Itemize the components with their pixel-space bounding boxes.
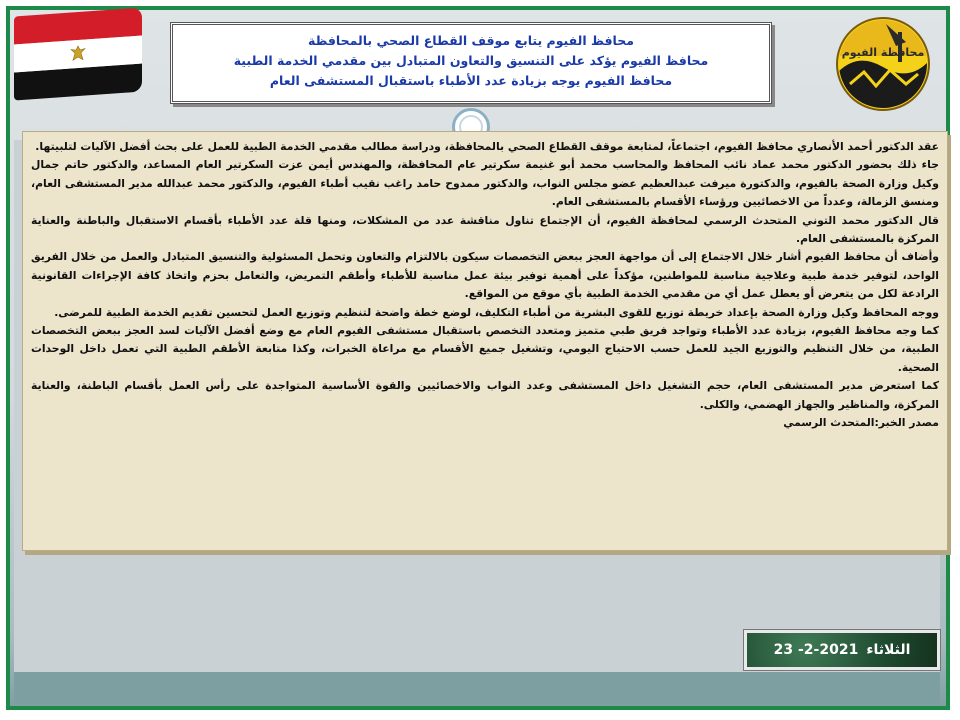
eagle-icon [68, 43, 88, 64]
article-paragraph: جاء ذلك بحضور الدكتور محمد عماد نائب المحافظ والمحاسب محمد أبو غنيمة سكرتير عام المحافظة، والمهندس أيمن عزت السكرتير العام المساعد، والدكتور حاتم جمال وكيل وزارة الصحة بالفيوم، والدكتورة ميرفت عبدالعظيم عضو مجلس النواب، والدكتور ممدوح حامد راغب نقيب أطباء الفيوم، والدكتور محمد عبدالله مدير المستشفى العام، ومنسق الزمالة، وعدداً من الاخصائيين ورؤساء الأقسام بالمستشفى العام. [31, 158, 939, 209]
headline-3: محافظ الفيوم يوجه بزيادة عدد الأطباء باستقبال المستشفى العام [269, 73, 673, 88]
article-paragraph: كما استعرض مدير المستشفى العام، حجم التشغيل داخل المستشفى وعدد النواب والاخصائيين والقوة الأساسية المتواجدة على رأس العمل بأقسام الباطنة، والعناية المركزة، والمناظير والجهاز الهضمي، والكلى. [31, 379, 939, 411]
egypt-flag [14, 8, 142, 101]
article-paragraph: قال الدكتور محمد التوني المتحدث الرسمي لمحافظة الفيوم، أن الإجتماع تناول مناقشة عدد من المشكلات، ومنها قلة عدد الأطباء بأقسام الاستقبال والباطنة والعناية المركزة بالمستشفى العام. [31, 213, 939, 246]
article-body [22, 131, 948, 551]
headline-2: محافظ الفيوم يؤكد على التنسيق والتعاون المتبادل بين مقدمي الخدمة الطبية [233, 53, 709, 68]
news-source: مصدر الخبر:المتحدث الرسمي [783, 416, 939, 430]
article-paragraph: كما وجه محافظ الفيوم، بزيادة عدد الأطباء وتواجد فريق طبي متميز ومتعدد التخصص باستقبال مستشفى الفيوم العام مع وضع أفضل الآليات لسد العجز ببعض التخصصات الطبية، من خلال التنظيم والتوزيع الجيد للعمل حسب الاحتياج اليومي، وتشغيل جميع الأقسام مع مراعاة الخبرات، وكذا متابعة الأطقم الطبية التي تعمل داخل الوحدات الصحية. [31, 324, 939, 374]
bottom-strip [14, 672, 940, 704]
headline-box [170, 22, 772, 104]
logo-text: محافظة الفيوم [841, 46, 925, 59]
article-paragraph: ووجه المحافظ وكيل وزارة الصحة بإعداد خريطة توزيع للقوى البشرية من أطباء التكليف، لوضع خطة واضحة لتنظيم وتوزيع العمل لتحسين تقديم الخدمة الطبية للمرضى. [54, 305, 939, 319]
article-paragraph: وأضاف أن محافظ الفيوم أشار خلال الاجتماع إلى أن مواجهة العجز ببعض التخصصات سيكون بالالتزام والتعاون وتحمل المسئولية والتنسيق المتبادل والعمل من خلال الفريق الواحد، لتوفير خدمة طبية وعلاجية مناسبة للمواطنين، مؤكداً على أهمية توفير بيئة عمل مناسبة للأطباء وأطقم التمريض، والتعامل بحزم واتخاذ كافة الإجراءات القانونية الرادعة لكل من يتعرض أو يعطل عمل أي من مقدمي الخدمة الطبية بأي موقع من المواقع. [31, 250, 939, 301]
date-badge [744, 630, 940, 670]
article-paragraph: عقد الدكتور أحمد الأنصاري محافظ الفيوم، اجتماعاً، لمتابعة موقف القطاع الصحي بالمحافظة، ودراسة مطالب مقدمي الخدمة الطبية للعمل على بحث أفضل الآليات لتلبيتها. [35, 140, 939, 153]
headline-1: محافظ الفيوم يتابع موقف القطاع الصحي بالمحافظة [307, 33, 634, 48]
date-value: 23 -2-2021 [773, 642, 859, 658]
governorate-logo [828, 12, 938, 112]
date-day: الثلاثاء [866, 642, 911, 658]
